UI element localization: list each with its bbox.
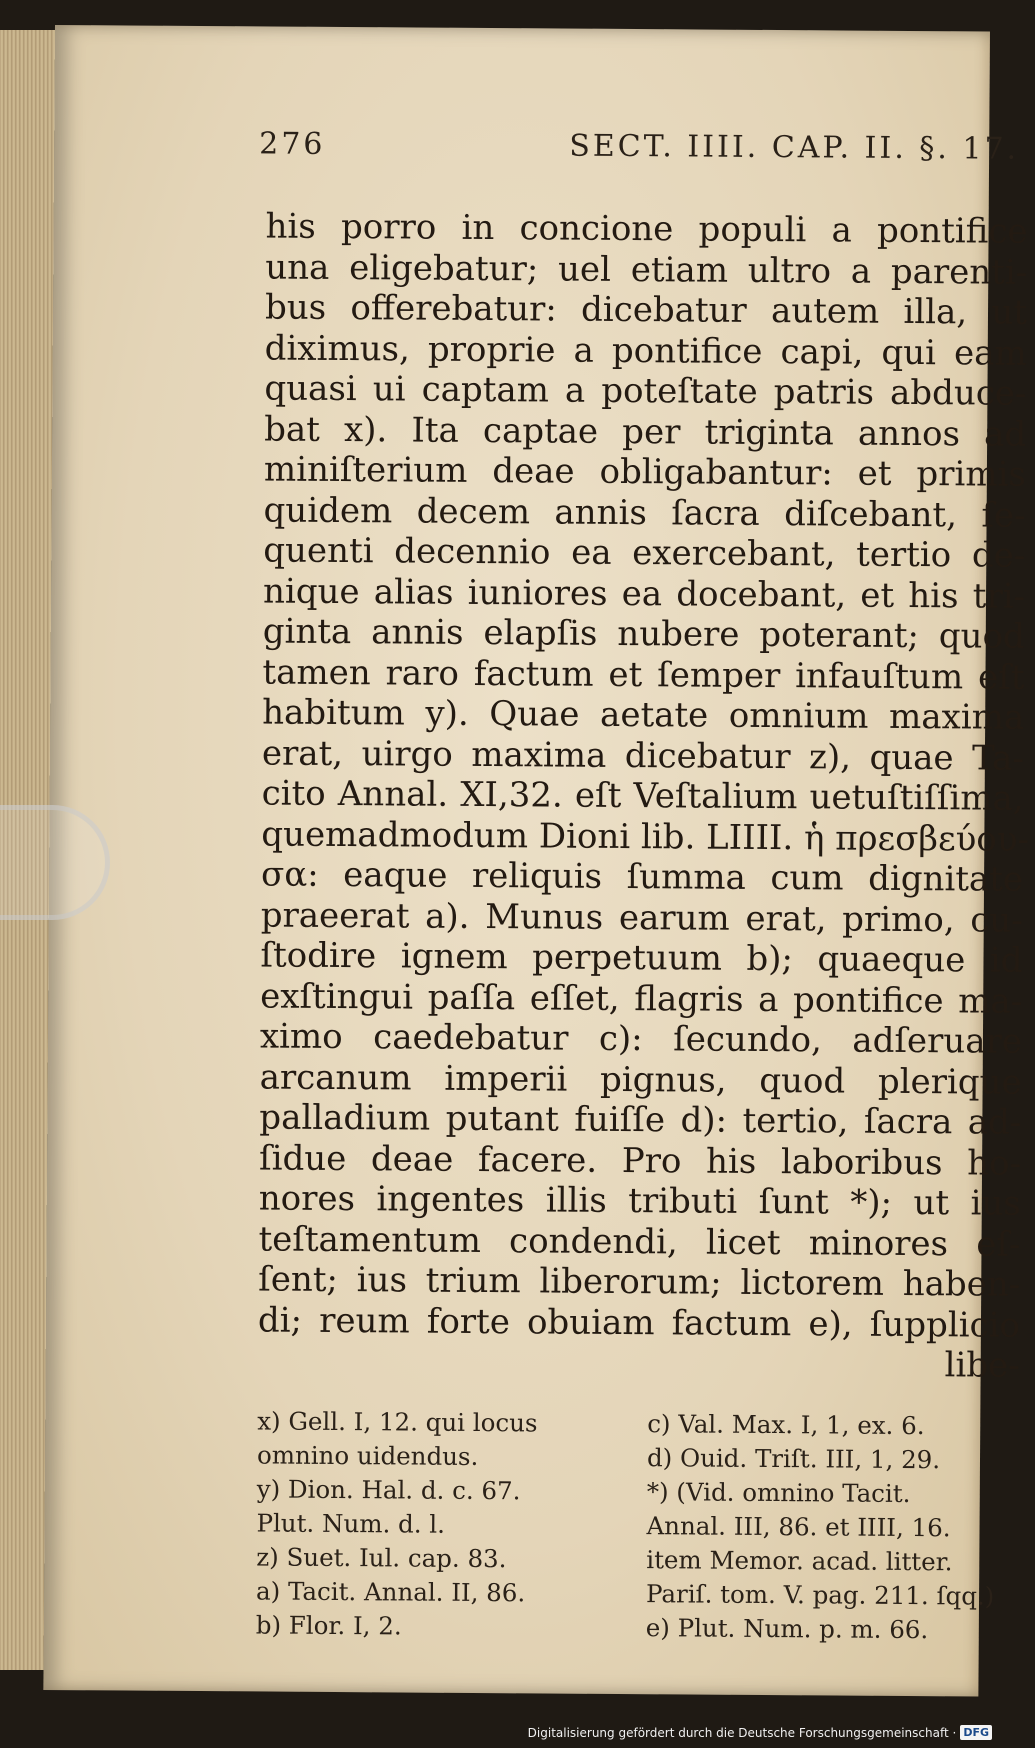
- text-line: quenti decennio ea exercebant, tertio de-: [263, 530, 1026, 576]
- text-line: bat x). Ita captae per triginta annos ad: [264, 408, 1027, 455]
- text-line: ximo caedebatur c): ſecundo, adſeruare: [259, 1016, 1023, 1062]
- running-header: [259, 126, 1019, 166]
- dfg-logo: DFG: [960, 1725, 992, 1740]
- text-line: bus offerebatur: dicebatur autem illa, ut: [264, 287, 1028, 333]
- footnote-line: e) Plut. Num. p. m. 66.: [645, 1613, 929, 1645]
- footnote-line: a) Tacit. Annal. II, 86.: [255, 1576, 526, 1608]
- footnote-line: omnino uidendus.: [256, 1440, 479, 1471]
- text-line: arcanum imperii pignus, quod plerique: [259, 1056, 1022, 1103]
- page-number: 276: [259, 126, 326, 162]
- text-line: nique alias iuniores ea docebant, et his tri-: [262, 570, 1026, 617]
- text-line: una eligebatur; uel etiam ultro a parenti-: [265, 246, 1028, 293]
- text-line: his porro in concione populi a pontifice: [265, 206, 1028, 252]
- text-line: ſidue deae facere. Pro his laboribus ho-: [258, 1137, 1022, 1184]
- footnote-line: Annal. III, 86. et IIII, 16.: [646, 1511, 951, 1543]
- page-clip: [0, 805, 110, 920]
- text-line: σα: eaque reliquis ſumma cum dignitate: [260, 854, 1024, 900]
- footnote-line: y) Dion. Hal. d. c. 67.: [256, 1474, 521, 1506]
- footnotes-left-column: [256, 1404, 630, 1645]
- text-line: erat, uirgo maxima dicebatur z), quae Ta-: [261, 732, 1025, 779]
- text-line: miniſterium deae obligabantur: et primis: [263, 449, 1027, 495]
- footnote-line: Plut. Num. d. l.: [256, 1508, 446, 1539]
- text-line: ſent; ius trium liberorum; lictorem haben-: [258, 1259, 1021, 1305]
- main-text: [258, 206, 1028, 1386]
- text-line: teſtamentum condendi, licet minores eſ-: [258, 1218, 1021, 1265]
- footnote-line: b) Flor. I, 2.: [255, 1610, 402, 1641]
- footnotes: [256, 1404, 1020, 1647]
- text-line: exſtingui paſſa eſſet, flagris a pontifice ma-: [260, 975, 1023, 1022]
- text-line: di; reum forte obuiam factum e), ſupplicio: [257, 1299, 1021, 1346]
- text-line: diximus, proprie a pontifice capi, qui eam: [264, 327, 1027, 374]
- text-line: tamen raro factum et ſemper infauſtum eſt: [262, 651, 1025, 698]
- digitization-credit: [528, 1725, 992, 1740]
- text-line: quasi ui captam a poteſtate patris abduce-: [264, 368, 1027, 414]
- text-line: nores ingentes illis tributi ſunt *); ut ius: [258, 1178, 1021, 1224]
- text-line: habitum y). Quae aetate omnium maxima: [262, 692, 1025, 738]
- footnote-line: *) (Vid. omnino Tacit.: [646, 1477, 911, 1509]
- footnote-line: item Memor. acad. litter.: [646, 1545, 953, 1577]
- text-line: cito Annal. XI,32. eſt Veſtalium uetuſtiſſima,: [261, 773, 1024, 819]
- credit-text: Digitalisierung gefördert durch die Deutsche Forschungsgemeinschaft ·: [527, 1725, 957, 1740]
- text-line: ſtodire ignem perpetuum b); quaeque id: [260, 935, 1023, 981]
- text-line: palladium putant fuiſſe d): tertio, ſacra ad-: [259, 1097, 1022, 1143]
- footnote-line: c) Val. Max. I, 1, ex. 6.: [647, 1409, 925, 1441]
- text-line: praeerat a). Munus earum erat, primo, cu-: [260, 894, 1023, 941]
- footnote-line: x) Gell. I, 12. qui locus: [257, 1406, 538, 1438]
- text-line: ginta annis elapſis nubere poterant; quod: [262, 611, 1025, 657]
- footnote-line: z) Suet. Iul. cap. 83.: [256, 1542, 507, 1574]
- footnotes-right-column: [646, 1407, 1020, 1648]
- text-line: quidem decem annis ſacra diſcebant, ſe-: [263, 489, 1026, 536]
- section-heading: SECT. IIII. CAP. II. §. 17.: [569, 128, 1020, 167]
- footnote-line: Pariſ. tom. V. pag. 211. ſqq.): [645, 1579, 995, 1611]
- book-page: [43, 25, 1030, 1696]
- text-line: quemadmodum Dioni lib. LIIII. ἡ πρεσβεύου-: [261, 813, 1030, 860]
- footnote-line: d) Ouid. Triſt. III, 1, 29.: [646, 1443, 941, 1475]
- text-line: libe-: [944, 1345, 1020, 1386]
